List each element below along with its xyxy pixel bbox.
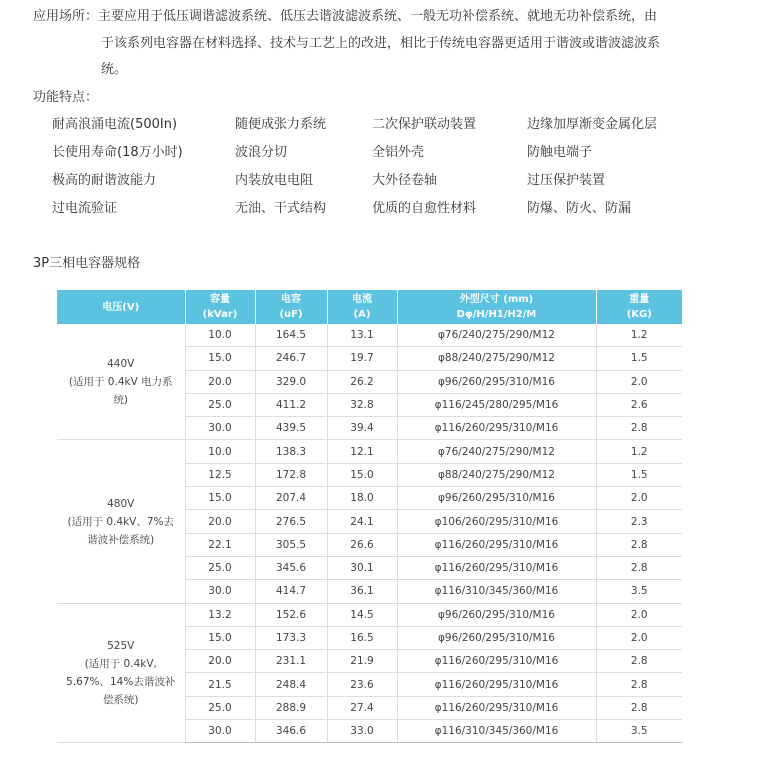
table-row xyxy=(57,603,682,626)
feature-item: 防爆、防火、防漏 xyxy=(527,201,632,216)
spec-header-row xyxy=(57,290,682,324)
voltage-line: (适用于 0.4kV、7%去 xyxy=(67,515,175,528)
capacity-cell: 15.0 xyxy=(185,626,255,649)
current-cell: 32.8 xyxy=(327,393,397,416)
capacitance-cell: 439.5 xyxy=(255,417,327,440)
voltage-cell xyxy=(57,440,185,603)
capacitance-cell: 346.6 xyxy=(255,720,327,743)
capacitance-cell: 276.5 xyxy=(255,510,327,533)
dimensions-cell: φ88/240/275/290/M12 xyxy=(397,347,596,370)
dimensions-cell: φ116/260/295/310/M16 xyxy=(397,673,596,696)
current-cell: 15.0 xyxy=(327,463,397,486)
capacity-cell: 25.0 xyxy=(185,556,255,579)
capacity-cell: 20.0 xyxy=(185,510,255,533)
dimensions-cell: φ116/260/295/310/M16 xyxy=(397,556,596,579)
spec-title: 3P三相电容器规格 xyxy=(33,256,141,271)
dimensions-cell: φ116/260/295/310/M16 xyxy=(397,533,596,556)
weight-cell: 3.5 xyxy=(596,720,682,743)
weight-cell: 2.8 xyxy=(596,417,682,440)
capacitance-cell: 164.5 xyxy=(255,324,327,347)
current-cell: 39.4 xyxy=(327,417,397,440)
capacity-cell: 15.0 xyxy=(185,487,255,510)
current-cell: 24.1 xyxy=(327,510,397,533)
features-grid xyxy=(52,113,732,225)
weight-cell: 2.0 xyxy=(596,487,682,510)
current-cell: 16.5 xyxy=(327,626,397,649)
voltage-line: 480V xyxy=(107,497,135,510)
weight-cell: 2.6 xyxy=(596,393,682,416)
voltage-line: 统) xyxy=(113,393,129,406)
voltage-line: 偿系统) xyxy=(102,693,139,706)
current-cell: 19.7 xyxy=(327,347,397,370)
feature-item: 过电流验证 xyxy=(52,201,118,216)
weight-cell: 2.0 xyxy=(596,626,682,649)
capacity-cell: 30.0 xyxy=(185,580,255,603)
application-text-2: 于该系列电容器在材料选择、技术与工艺上的改进，相比于传统电容器更适用于谐波或谐波滤波系 xyxy=(101,35,661,51)
weight-cell: 2.8 xyxy=(596,533,682,556)
feature-item: 大外径卷轴 xyxy=(372,173,438,188)
capacity-cell: 10.0 xyxy=(185,324,255,347)
feature-item: 长使用寿命(18万小时) xyxy=(52,145,183,160)
header-line: 电容 xyxy=(281,294,301,305)
dimensions-cell: φ116/310/345/360/M16 xyxy=(397,720,596,743)
dimensions-cell: φ96/260/295/310/M16 xyxy=(397,487,596,510)
capacitance-cell: 411.2 xyxy=(255,393,327,416)
current-cell: 12.1 xyxy=(327,440,397,463)
voltage-line: 谐波补偿系统) xyxy=(87,533,155,546)
application-text-1: 主要应用于低压调谐滤波系统、低压去谐波滤波系统、一般无功补偿系统、就地无功补偿系统，由 xyxy=(98,9,658,24)
voltage-line: (适用于 0.4kV 电力系 xyxy=(68,375,173,388)
dimensions-cell: φ116/260/295/310/M16 xyxy=(397,696,596,719)
spec-table-body xyxy=(57,324,682,743)
header-current xyxy=(327,290,397,324)
dimensions-cell: φ96/260/295/310/M16 xyxy=(397,603,596,626)
weight-cell: 3.5 xyxy=(596,580,682,603)
capacity-cell: 12.5 xyxy=(185,463,255,486)
weight-cell: 1.2 xyxy=(596,440,682,463)
feature-item: 耐高浪涌电流(500In) xyxy=(52,117,178,132)
current-cell: 30.1 xyxy=(327,556,397,579)
capacitance-cell: 172.8 xyxy=(255,463,327,486)
voltage-cell xyxy=(57,324,185,440)
application-label: 应用场所： xyxy=(33,9,99,24)
feature-item: 防触电端子 xyxy=(527,145,593,160)
weight-cell: 2.3 xyxy=(596,510,682,533)
weight-cell: 2.8 xyxy=(596,673,682,696)
capacitance-cell: 329.0 xyxy=(255,370,327,393)
capacitance-cell: 207.4 xyxy=(255,487,327,510)
feature-item: 波浪分切 xyxy=(235,145,288,160)
table-row xyxy=(57,324,682,347)
header-line: 外型尺寸 (mm) xyxy=(459,294,534,305)
capacity-cell: 25.0 xyxy=(185,393,255,416)
capacitance-cell: 305.5 xyxy=(255,533,327,556)
current-cell: 14.5 xyxy=(327,603,397,626)
capacitance-cell: 246.7 xyxy=(255,347,327,370)
weight-cell: 2.0 xyxy=(596,603,682,626)
table-row xyxy=(57,440,682,463)
capacity-cell: 30.0 xyxy=(185,417,255,440)
capacitance-cell: 345.6 xyxy=(255,556,327,579)
capacitance-cell: 173.3 xyxy=(255,626,327,649)
header-unit: (uF) xyxy=(279,309,303,320)
capacitance-cell: 414.7 xyxy=(255,580,327,603)
voltage-line: 525V xyxy=(107,639,135,652)
capacity-cell: 21.5 xyxy=(185,673,255,696)
voltage-cell xyxy=(57,603,185,743)
capacity-cell: 20.0 xyxy=(185,650,255,673)
dimensions-cell: φ96/260/295/310/M16 xyxy=(397,370,596,393)
feature-row xyxy=(52,169,732,197)
capacity-cell: 20.0 xyxy=(185,370,255,393)
current-cell: 13.1 xyxy=(327,324,397,347)
dimensions-cell: φ76/240/275/290/M12 xyxy=(397,324,596,347)
weight-cell: 2.8 xyxy=(596,650,682,673)
capacity-cell: 13.2 xyxy=(185,603,255,626)
dimensions-cell: φ116/260/295/310/M16 xyxy=(397,417,596,440)
header-line: 电压(V) xyxy=(102,301,140,313)
feature-row xyxy=(52,197,732,225)
feature-row xyxy=(52,113,732,141)
feature-item: 二次保护联动装置 xyxy=(372,117,477,132)
feature-item: 内装放电电阻 xyxy=(235,173,314,188)
dimensions-cell: φ96/260/295/310/M16 xyxy=(397,626,596,649)
voltage-line: (适用于 0.4kV, xyxy=(84,657,157,670)
feature-item: 全铝外壳 xyxy=(372,145,425,160)
feature-item: 无油、干式结构 xyxy=(235,201,327,216)
capacity-cell: 30.0 xyxy=(185,720,255,743)
header-line: 电流 xyxy=(352,294,372,305)
capacity-cell: 15.0 xyxy=(185,347,255,370)
weight-cell: 1.5 xyxy=(596,347,682,370)
dimensions-cell: φ106/260/295/310/M16 xyxy=(397,510,596,533)
header-voltage xyxy=(57,290,185,324)
weight-cell: 2.8 xyxy=(596,556,682,579)
features-title: 功能特点： xyxy=(33,90,99,105)
header-unit: (kVar) xyxy=(202,309,238,320)
capacity-cell: 10.0 xyxy=(185,440,255,463)
current-cell: 36.1 xyxy=(327,580,397,603)
feature-item: 极高的耐谐波能力 xyxy=(52,173,157,188)
header-unit: (A) xyxy=(353,309,371,320)
spec-table xyxy=(57,290,682,743)
application-text-3: 统。 xyxy=(101,62,128,77)
capacitance-cell: 288.9 xyxy=(255,696,327,719)
header-line: 容量 xyxy=(210,294,230,305)
weight-cell: 1.2 xyxy=(596,324,682,347)
header-weight xyxy=(596,290,682,324)
feature-item: 随便成张力系统 xyxy=(235,117,327,132)
feature-item: 优质的自愈性材料 xyxy=(372,201,477,216)
capacity-cell: 22.1 xyxy=(185,533,255,556)
feature-item: 边缘加厚渐变金属化层 xyxy=(527,117,658,132)
dimensions-cell: φ88/240/275/290/M12 xyxy=(397,463,596,486)
application-section xyxy=(33,4,739,84)
capacitance-cell: 231.1 xyxy=(255,650,327,673)
weight-cell: 1.5 xyxy=(596,463,682,486)
current-cell: 21.9 xyxy=(327,650,397,673)
capacitance-cell: 138.3 xyxy=(255,440,327,463)
header-dimensions xyxy=(397,290,596,324)
application-line-1 xyxy=(33,4,739,31)
header-unit: Dφ/H/H1/H2/M xyxy=(456,309,537,320)
capacitance-cell: 248.4 xyxy=(255,673,327,696)
current-cell: 33.0 xyxy=(327,720,397,743)
header-line: 重量 xyxy=(629,294,650,305)
current-cell: 26.6 xyxy=(327,533,397,556)
dimensions-cell: φ116/310/345/360/M16 xyxy=(397,580,596,603)
dimensions-cell: φ116/245/280/295/M16 xyxy=(397,393,596,416)
capacity-cell: 25.0 xyxy=(185,696,255,719)
header-capacity xyxy=(185,290,255,324)
header-unit: (KG) xyxy=(626,309,652,320)
current-cell: 23.6 xyxy=(327,673,397,696)
voltage-line: 440V xyxy=(107,357,135,370)
feature-row xyxy=(52,141,732,169)
feature-item: 过压保护装置 xyxy=(527,173,606,188)
current-cell: 26.2 xyxy=(327,370,397,393)
voltage-line: 5.67%、14%去谐波补 xyxy=(66,675,176,688)
current-cell: 18.0 xyxy=(327,487,397,510)
weight-cell: 2.8 xyxy=(596,696,682,719)
header-capacitance xyxy=(255,290,327,324)
dimensions-cell: φ76/240/275/290/M12 xyxy=(397,440,596,463)
capacitance-cell: 152.6 xyxy=(255,603,327,626)
weight-cell: 2.0 xyxy=(596,370,682,393)
current-cell: 27.4 xyxy=(327,696,397,719)
dimensions-cell: φ116/260/295/310/M16 xyxy=(397,650,596,673)
